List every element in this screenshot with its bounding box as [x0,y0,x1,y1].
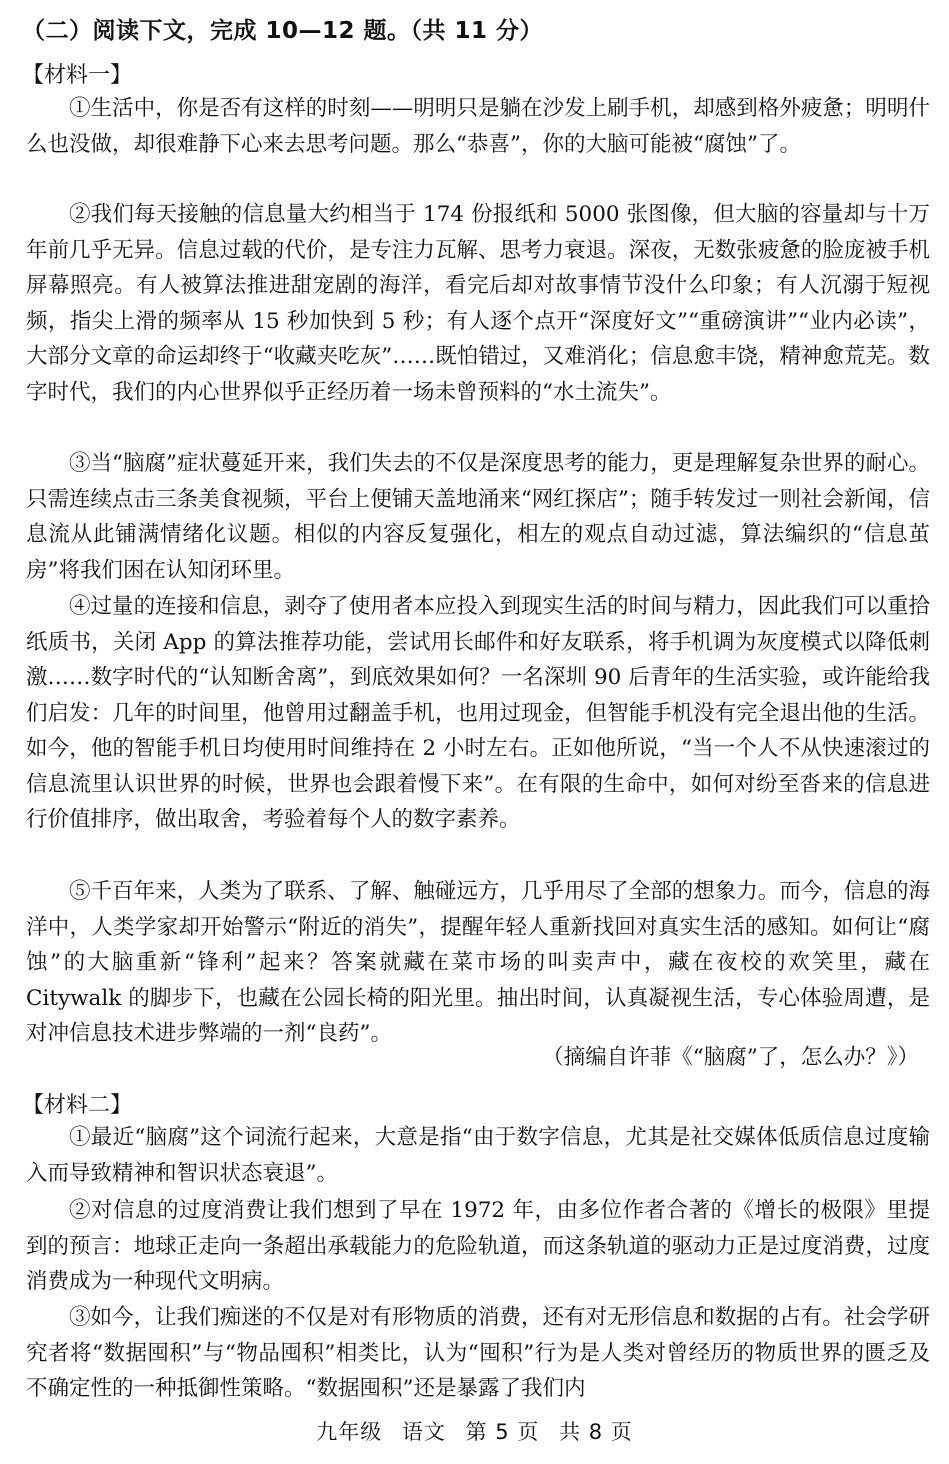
material-one-paragraph-1: ①生活中，你是否有这样的时刻——明明只是躺在沙发上刷手机，却感到格外疲惫；明明什么也没做，却很难静下心来去思考问题。那么“恭喜”，你的大脑可能被“腐蚀”了。 [26,96,930,157]
material-two-label: 【材料二】 [22,1093,133,1118]
material-two-paragraph-2: ②对信息的过度消费让我们想到了早在 1972 年，由多位作者合著的《增长的极限》里提到的预言：地球正走向一条超出承载能力的危险轨道，而这条轨道的驱动力正是过度消费，过度消费成为一种现代文明病。 [26,1198,930,1294]
material-one-paragraph-4: ④过量的连接和信息，剥夺了使用者本应投入到现实生活的时间与精力，因此我们可以重拾纸质书，关闭 App 的算法推荐功能，尝试用长邮件和好友联系，将手机调为灰度模式以降低刺激……数字时代的“认知断舍离”，到底效果如何？一名深圳 90 后青年的生活实验，或许能给我们启发：几年的时间里，他曾用过翻盖手机，也用过现金，但智能手机没有完全退出他的生活。如今，他的智能手机日均使用时间维持在 2 小时左右。正如他所说，“当一个人不从快速滚过的信息流里认识世界的时候，世界也会跟着慢下来”。在有限的生命中，如何对纷至沓来的信息进行价值排序，做出取舍，考验着每个人的数字素养。 [26,594,930,832]
footer-page-number: 第 5 页 [465,1420,540,1444]
footer-subject: 语文 [401,1420,446,1444]
material-one-source: （摘编自许菲《“脑腐”了，怎么办？》） [542,1045,919,1070]
page-footer [0,1416,949,1446]
footer-total-pages: 共 8 页 [559,1420,633,1444]
material-one-paragraph-3: ③当“脑腐”症状蔓延开来，我们失去的不仅是深度思考的能力，更是理解复杂世界的耐心。只需连续点击三条美食视频，平台上便铺天盖地涌来“网红探店”；随手转发过一则社会新闻，信息流从此铺满情绪化议题。相似的内容反复强化，相左的观点自动过滤，算法编织的“信息茧房”将我们困在认知闭环里。 [26,451,930,583]
material-one-paragraph-2: ②我们每天接触的信息量大约相当于 174 份报纸和 5000 张图像，但大脑的容量却与十万年前几乎无异。信息过载的代价，是专注力瓦解、思考力衰退。深夜，无数张疲惫的脸庞被手机屏幕照亮。有人被算法推进甜宠剧的海洋，看完后却对故事情节没什么印象；有人沉溺于短视频，指尖上滑的频率从 15 秒加快到 5 秒；有人逐个点开“深度好文”“重磅演讲”“业内必读”，大部分文章的命运却终于“收藏夹吃灰”……既怕错过，又难消化；信息愈丰饶，精神愈荒芜。数字时代，我们的内心世界似乎正经历着一场未曾预料的“水土流失”。 [26,202,930,405]
material-two-paragraph-1: ①最近“脑腐”这个词流行起来，大意是指“由于数字信息，尤其是社交媒体低质信息过度输入而导致精神和智识状态衰退”。 [26,1125,930,1186]
material-two-paragraph-3: ③如今，让我们痴迷的不仅是对有形物质的消费，还有对无形信息和数据的占有。社会学研究者将“数据囤积”与“物品囤积”相类比，认为“囤积”行为是人类对曾经历的物质世界的匮乏及不确定性的一种抵御性策略。“数据囤积”还是暴露了我们内 [26,1305,930,1401]
material-one-label: 【材料一】 [22,63,133,88]
material-one-paragraph-5: ⑤千百年来，人类为了联系、了解、触碰远方，几乎用尽了全部的想象力。而今，信息的海洋中，人类学家却开始警示“附近的消失”，提醒年轻人重新找回对真实生活的感知。如何让“腐蚀”的大脑重新“锋利”起来？答案就藏在菜市场的叫卖声中，藏在夜校的欢笑里，藏在 Citywalk 的脚步下，也藏在公园长椅的阳光里。抽出时间，认真凝视生活，专心体验周遭，是对冲信息技术进步弊端的一剂“良药”。 [26,879,930,1046]
footer-grade: 九年级 [316,1420,383,1444]
section-heading: （二）阅读下文，完成 10—12 题。（共 11 分） [22,18,544,44]
